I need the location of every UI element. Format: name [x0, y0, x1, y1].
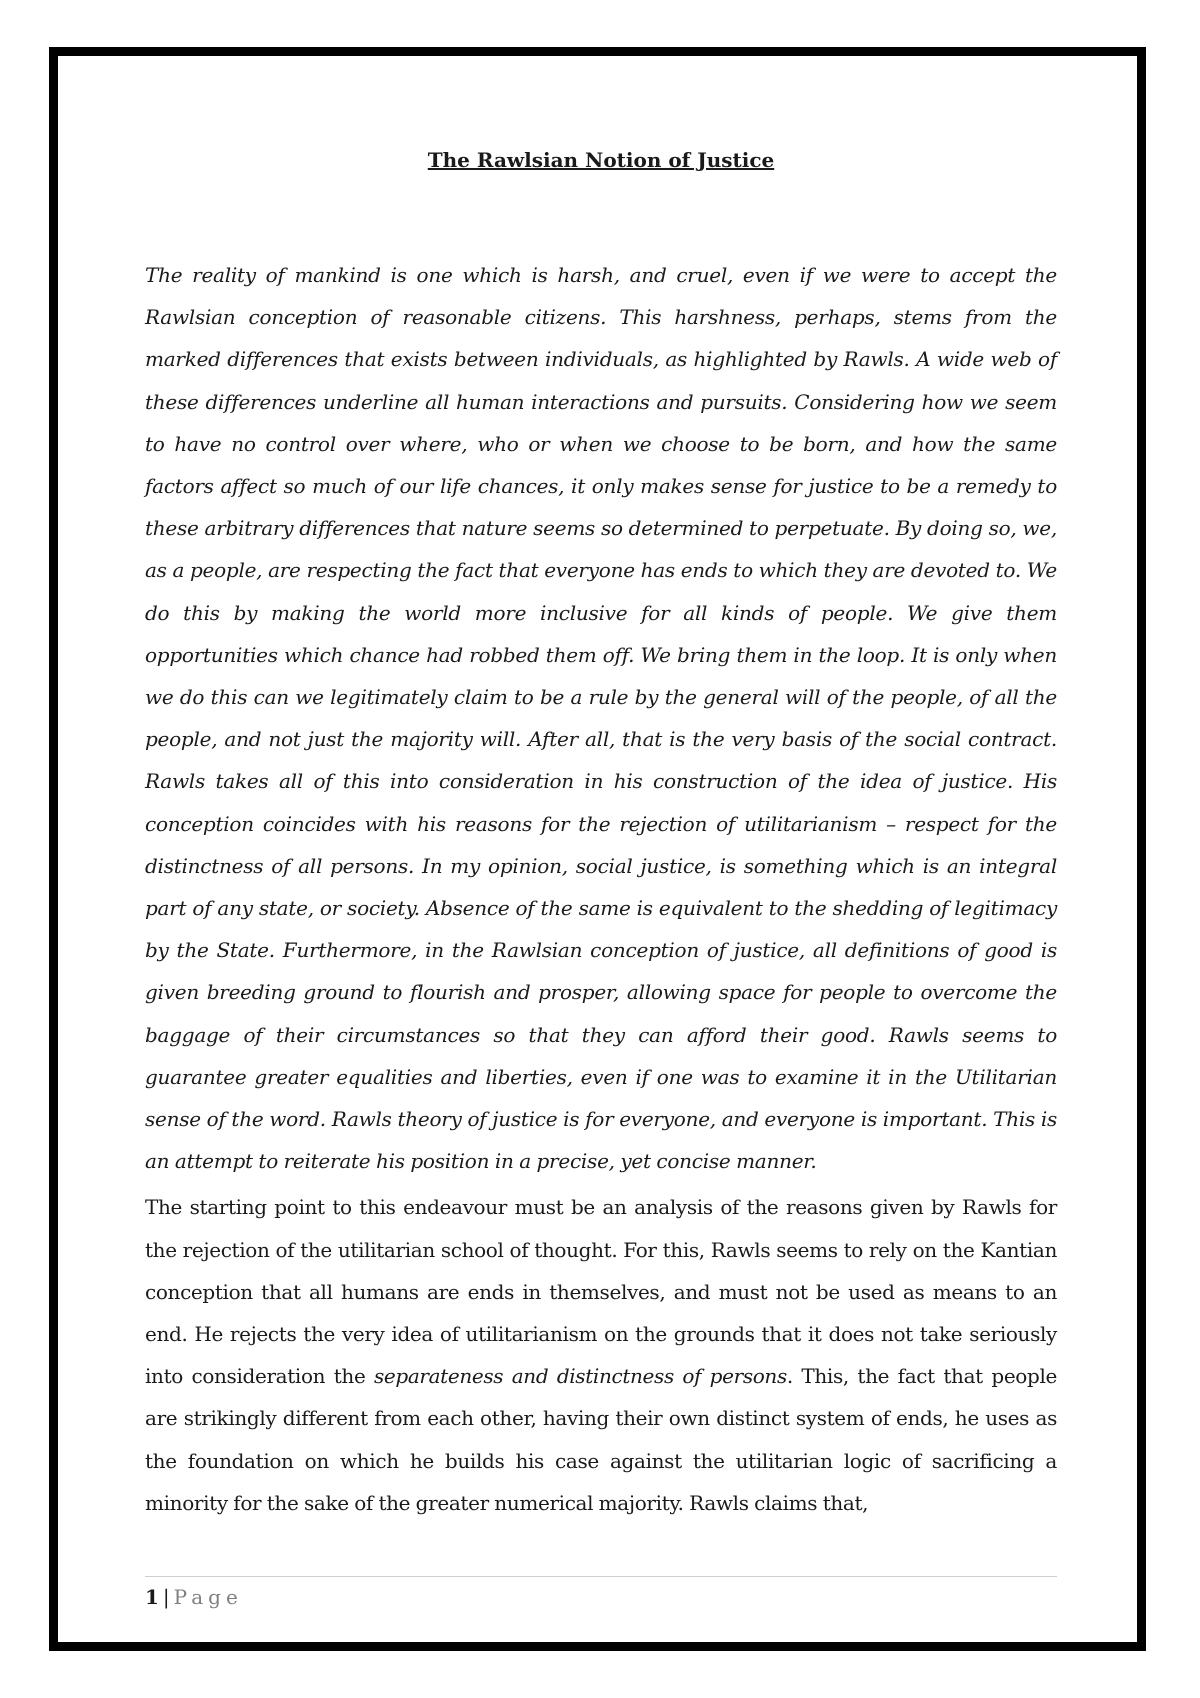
- body-paragraph-text-1: The starting point to this endeavour must be an analysis of the reasons given by Rawls for the rejection of the utilitarian school of thought. For this, Rawls seems to rely on the Kantian conception that all humans are ends in themselves, and must not be used as means to an end. He rejects the very idea of utilitarianism on the grounds that it does not take seriously into consideration the: [145, 1195, 1057, 1389]
- body-paragraph-text-2: . This, the fact that people are strikingly different from each other, having their own distinct system of ends, he uses as the foundation on which he builds his case against the utilitarian logic of sacrificing a minority for the sake of the greater numerical majority. Rawls claims that,: [145, 1364, 1057, 1515]
- page-footer: [145, 1582, 243, 1612]
- body-paragraph-emphasis: separateness and distinctness of persons: [373, 1364, 787, 1389]
- body-paragraph: [145, 1186, 1057, 1524]
- document-body: [145, 140, 1057, 1524]
- document-title: The Rawlsian Notion of Justice: [427, 148, 775, 172]
- intro-paragraph: The reality of mankind is one which is harsh, and cruel, even if we were to accept the Rawlsian conception of reasonable citizens. This harshness, perhaps, stems from the marked differences that exists between individuals, as highlighted by Rawls. A wide web of these differences underline all human interactions and pursuits. Considering how we seem to have no control over where, who or when we choose to be born, and how the same factors affect so much of our life chances, it only makes sense for justice to be a remedy to these arbitrary differences that nature seems so determined to perpetuate. By doing so, we, as a people, are respecting the fact that everyone has ends to which they are devoted to. We do this by making the world more inclusive for all kinds of people. We give them opportunities which chance had robbed them off. We bring them in the loop. It is only when we do this can we legitimately claim to be a rule by the general will of the people, of all the people, and not just the majority will. After all, that is the very basis of the social contract. Rawls takes all of this into consideration in his construction of the idea of justice. His conception coincides with his reasons for the rejection of utilitarianism – respect for the distinctness of all persons. In my opinion, social justice, is something which is an integral part of any state, or society. Absence of the same is equivalent to the shedding of legitimacy by the State. Furthermore, in the Rawlsian conception of justice, all definitions of good is given breeding ground to flourish and prosper, allowing space for people to overcome the baggage of their circumstances so that they can afford their good. Rawls seems to guarantee greater equalities and liberties, even if one was to examine it in the Utilitarian sense of the word. Rawls theory of justice is for everyone, and everyone is important. This is an attempt to reiterate his position in a precise, yet concise manner.: [145, 263, 1057, 1174]
- page-label: Page: [173, 1585, 243, 1609]
- footer-separator: |: [162, 1585, 170, 1609]
- footer-divider: [145, 1576, 1057, 1577]
- page-number: 1: [145, 1585, 159, 1609]
